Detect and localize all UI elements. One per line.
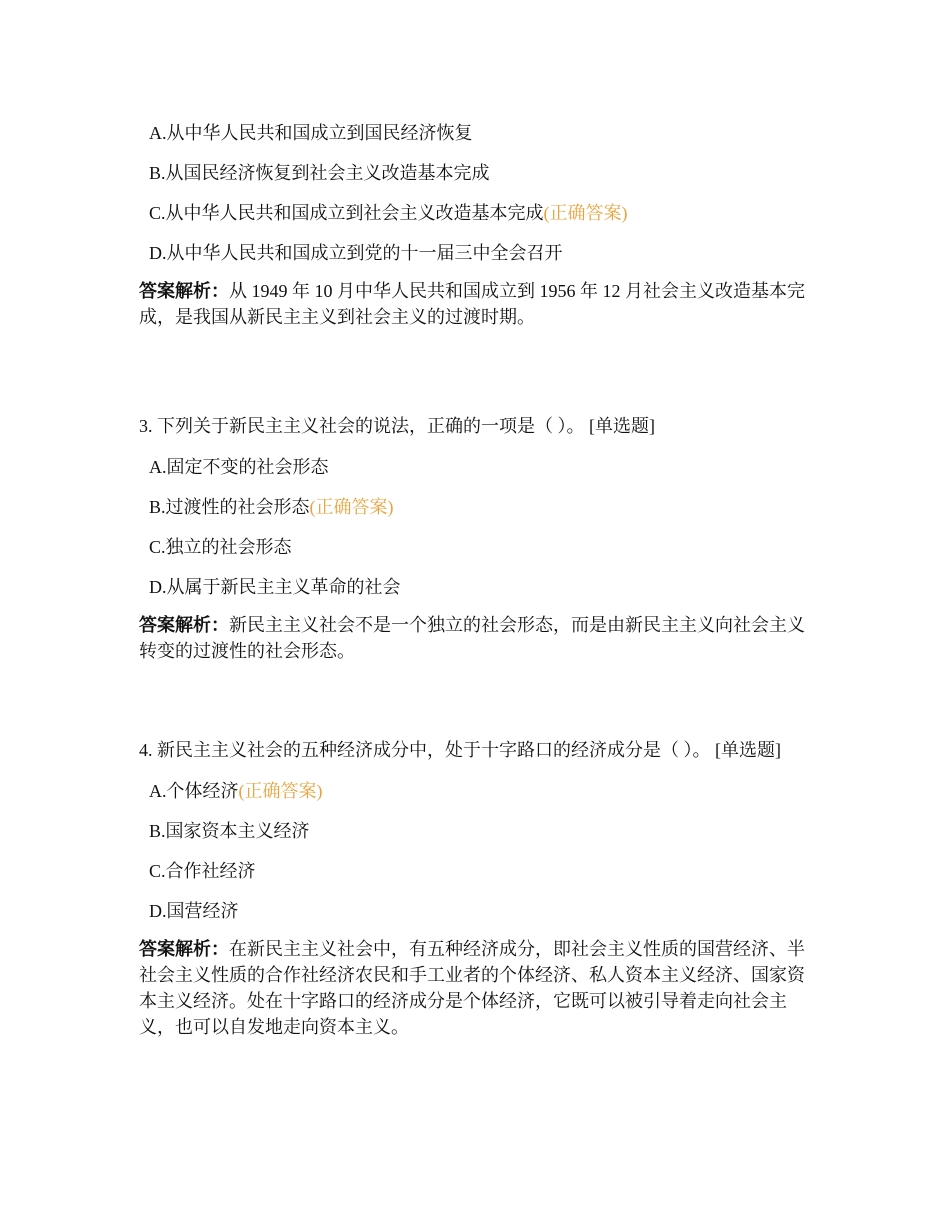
option-text: C.合作社经济 — [149, 861, 256, 881]
q3-analysis — [139, 612, 819, 664]
option-text: B.国家资本主义经济 — [149, 821, 310, 841]
option-text: A.个体经济 — [149, 781, 239, 801]
analysis-label: 答案解析： — [139, 939, 229, 959]
q2-option-b — [149, 158, 819, 188]
q3-option-c — [149, 532, 819, 562]
option-text: A.从中华人民共和国成立到国民经济恢复 — [149, 123, 473, 143]
q2-option-c — [149, 198, 819, 228]
option-text: C.从中华人民共和国成立到社会主义改造基本完成 — [149, 203, 544, 223]
correct-answer-mark: (正确答案) — [309, 497, 394, 517]
q4-question: 4. 新民主主义社会的五种经济成分中，处于十字路口的经济成分是（ ）。 [单选题] — [139, 740, 781, 760]
analysis-label: 答案解析： — [139, 281, 229, 301]
option-text: C.独立的社会形态 — [149, 537, 292, 557]
q3-option-b — [149, 492, 819, 522]
option-text: A.固定不变的社会形态 — [149, 457, 329, 477]
question-2-options — [139, 118, 819, 268]
option-text: D.从中华人民共和国成立到党的十一届三中全会召开 — [149, 243, 563, 263]
analysis-label: 答案解析： — [139, 615, 229, 635]
option-text: B.过渡性的社会形态 — [149, 497, 310, 517]
q2-option-a — [149, 118, 819, 148]
q2-option-d — [149, 238, 819, 268]
document-page — [139, 118, 819, 1040]
analysis-text: 新民主主义社会不是一个独立的社会形态，而是由新民主主义向社会主义转变的过渡性的社会形态。 — [139, 615, 805, 661]
option-text: B.从国民经济恢复到社会主义改造基本完成 — [149, 163, 490, 183]
q3-option-d — [149, 572, 819, 602]
q4-option-a — [149, 776, 819, 806]
option-text: D.从属于新民主主义革命的社会 — [149, 577, 401, 597]
analysis-text: 在新民主主义社会中，有五种经济成分，即社会主义性质的国营经济、半社会主义性质的合作社经济农民和手工业者的个体经济、私人资本主义经济、国家资本主义经济。处在十字路口的经济成分是个体经济，它既可以被引导着走向社会主义，也可以自发地走向资本主义。 — [139, 939, 805, 1037]
analysis-text: 从 1949 年 10 月中华人民共和国成立到 1956 年 12 月社会主义改造基本完成，是我国从新民主主义到社会主义的过渡时期。 — [139, 281, 805, 327]
q4-analysis — [139, 936, 819, 1040]
correct-answer-mark: (正确答案) — [543, 203, 628, 223]
option-text: D.国营经济 — [149, 901, 239, 921]
question-4-options — [139, 776, 819, 926]
q2-analysis — [139, 278, 819, 330]
q3-option-a — [149, 452, 819, 482]
q3-question: 3. 下列关于新民主主义社会的说法，正确的一项是（ ）。 [单选题] — [139, 416, 655, 436]
correct-answer-mark: (正确答案) — [238, 781, 323, 801]
q4-option-c — [149, 856, 819, 886]
question-3-options — [139, 452, 819, 602]
q4-option-d — [149, 896, 819, 926]
q4-option-b — [149, 816, 819, 846]
